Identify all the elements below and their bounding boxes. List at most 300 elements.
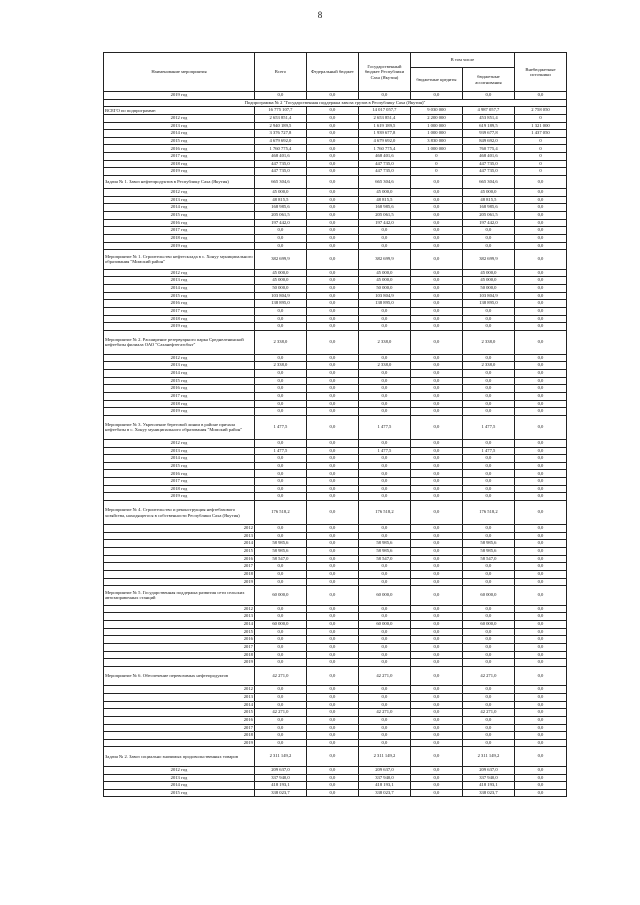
cell-allocations: 48 815,5 [462, 196, 514, 204]
cell-offbudget: 0 [514, 168, 566, 176]
cell-federal: 0,0 [306, 393, 358, 401]
cell-credits: 0,0 [410, 578, 462, 586]
row-year: 2018 год [104, 315, 255, 323]
cell-total: 0,0 [254, 234, 306, 242]
cell-offbudget: 1 321 000 [514, 122, 566, 130]
cell-offbudget: 0,0 [514, 532, 566, 540]
cell-offbudget: 0,0 [514, 547, 566, 555]
cell-total: 0,0 [254, 563, 306, 571]
cell-credits: 0,0 [410, 250, 462, 270]
cell-credits: 0,0 [410, 196, 462, 204]
cell-allocations: 4 987 057,7 [462, 107, 514, 115]
row-year: 2018 [104, 732, 255, 740]
cell-total: 0,0 [254, 732, 306, 740]
row-year: 2019 год [104, 168, 255, 176]
table-row [104, 605, 567, 613]
cell-state: 0,0 [358, 716, 410, 724]
cell-offbudget: 0,0 [514, 330, 566, 354]
cell-offbudget: 0,0 [514, 269, 566, 277]
cell-allocations: 0,0 [462, 393, 514, 401]
cell-offbudget: 0,0 [514, 234, 566, 242]
cell-allocations: 0,0 [462, 578, 514, 586]
cell-federal: 0,0 [306, 766, 358, 774]
cell-offbudget: 0,0 [514, 782, 566, 790]
cell-total: 0,0 [254, 724, 306, 732]
cell-total: 0,0 [254, 385, 306, 393]
cell-total: 0,0 [254, 739, 306, 747]
row-year: 2019 год [104, 408, 255, 416]
row-year: 2016 год [104, 385, 255, 393]
cell-state: 0,0 [358, 659, 410, 667]
cell-state: 0,0 [358, 732, 410, 740]
cell-offbudget: 0,0 [514, 501, 566, 525]
cell-state: 0,0 [358, 400, 410, 408]
cell-state: 42 271,0 [358, 709, 410, 717]
cell-offbudget: 0,0 [514, 686, 566, 694]
cell-federal: 0,0 [306, 455, 358, 463]
cell-federal: 0,0 [306, 724, 358, 732]
table-row [104, 219, 567, 227]
cell-total: 0,0 [254, 716, 306, 724]
cell-allocations: 0,0 [462, 493, 514, 501]
cell-federal: 0,0 [306, 122, 358, 130]
row-year: 2019 год [104, 242, 255, 250]
cell-offbudget: 0,0 [514, 196, 566, 204]
subprogram-title: Подпрограмма № 2 "Государственная поддержка завоза грузов в Республику Саха (Якутия)" [104, 99, 567, 107]
cell-federal: 0,0 [306, 362, 358, 370]
cell-total: 42 271,0 [254, 709, 306, 717]
cell-federal: 0,0 [306, 447, 358, 455]
group-row [104, 176, 567, 189]
cell-offbudget: 0,0 [514, 227, 566, 235]
cell-credits: 0,0 [410, 370, 462, 378]
row-year: 2012 [104, 686, 255, 694]
row-year: 2013 [104, 613, 255, 621]
cell-allocations: 2 311 149,2 [462, 747, 514, 767]
row-year: 2013 год [104, 277, 255, 285]
cell-federal: 0,0 [306, 269, 358, 277]
cell-offbudget: 0,0 [514, 525, 566, 533]
cell-credits: 0,0 [410, 227, 462, 235]
cell-offbudget: 0,0 [514, 659, 566, 667]
cell-offbudget: 0,0 [514, 307, 566, 315]
row-year: 2013 [104, 532, 255, 540]
cell-state: 0,0 [358, 242, 410, 250]
row-year: 2019 [104, 659, 255, 667]
cell-total: 338 023,7 [254, 789, 306, 797]
cell-total: 0,0 [254, 227, 306, 235]
row-year: 2015 [104, 709, 255, 717]
cell-offbudget: 0,0 [514, 578, 566, 586]
cell-total: 665 304,6 [254, 176, 306, 189]
cell-federal: 0,0 [306, 716, 358, 724]
table-row [104, 547, 567, 555]
row-year: 2013 год [104, 122, 255, 130]
header-credits: бюджетные кредиты [410, 68, 462, 92]
cell-offbudget: 0,0 [514, 370, 566, 378]
cell-offbudget: 0,0 [514, 284, 566, 292]
cell-total: 0,0 [254, 400, 306, 408]
cell-credits: 0,0 [410, 613, 462, 621]
cell-state: 0,0 [358, 323, 410, 331]
cell-federal: 0,0 [306, 613, 358, 621]
row-year: 2013 год [104, 362, 255, 370]
cell-allocations: 58 985,6 [462, 547, 514, 555]
cell-credits: 0,0 [410, 234, 462, 242]
cell-offbudget: 0 [514, 153, 566, 161]
table-row [104, 620, 567, 628]
cell-allocations: 0,0 [462, 323, 514, 331]
row-year: 2015 год [104, 377, 255, 385]
cell-federal: 0,0 [306, 242, 358, 250]
cell-federal: 0,0 [306, 659, 358, 667]
cell-offbudget: 0,0 [514, 377, 566, 385]
cell-state: 0,0 [358, 92, 410, 100]
cell-credits: 2 200 000 [410, 114, 462, 122]
cell-credits: 0,0 [410, 666, 462, 686]
cell-allocations: 58 547,0 [462, 555, 514, 563]
table-row [104, 160, 567, 168]
table-row [104, 189, 567, 197]
row-name: Мероприятие № 4. Строительство и реконструкция нефтебазового хозяйства, находящегося в собственности Республики Саха (Якутия) [104, 501, 255, 525]
cell-allocations: 760 775,4 [462, 145, 514, 153]
cell-offbudget: 0,0 [514, 92, 566, 100]
cell-allocations: 0,0 [462, 377, 514, 385]
cell-federal: 0,0 [306, 547, 358, 555]
cell-state: 0,0 [358, 462, 410, 470]
table-row [104, 385, 567, 393]
cell-allocations: 939 677,8 [462, 130, 514, 138]
cell-allocations: 0,0 [462, 724, 514, 732]
cell-offbudget: 0,0 [514, 724, 566, 732]
cell-total: 0,0 [254, 439, 306, 447]
cell-credits: 0,0 [410, 766, 462, 774]
cell-total: 50 000,0 [254, 284, 306, 292]
cell-credits: 0,0 [410, 493, 462, 501]
row-year: 2017 [104, 724, 255, 732]
cell-total: 337 940,0 [254, 774, 306, 782]
cell-federal: 0,0 [306, 525, 358, 533]
cell-allocations: 0,0 [462, 613, 514, 621]
cell-state: 176 518,2 [358, 501, 410, 525]
cell-state: 1 477,5 [358, 447, 410, 455]
cell-allocations: 60 000,0 [462, 586, 514, 606]
cell-credits: 0,0 [410, 455, 462, 463]
cell-credits: 0,0 [410, 789, 462, 797]
table-row [104, 789, 567, 797]
cell-total: 209 637,0 [254, 766, 306, 774]
cell-state: 0,0 [358, 532, 410, 540]
table-row [104, 377, 567, 385]
cell-total: 0,0 [254, 532, 306, 540]
cell-credits: 0,0 [410, 315, 462, 323]
cell-allocations: 1 477,5 [462, 415, 514, 439]
cell-credits: 0,0 [410, 385, 462, 393]
cell-credits: 0,0 [410, 408, 462, 416]
row-year: 2014 год [104, 370, 255, 378]
cell-federal: 0,0 [306, 666, 358, 686]
cell-offbudget: 0,0 [514, 242, 566, 250]
cell-federal: 0,0 [306, 153, 358, 161]
table-row [104, 393, 567, 401]
cell-total: 0,0 [254, 493, 306, 501]
cell-state: 337 940,0 [358, 774, 410, 782]
cell-allocations: 447 735,0 [462, 160, 514, 168]
cell-offbudget: 0,0 [514, 219, 566, 227]
cell-allocations: 0,0 [462, 92, 514, 100]
cell-federal: 0,0 [306, 385, 358, 393]
row-name: Мероприятие № 3. Укрепление береговой линии в районе причала нефтебазы в с. Хонуу муниципального образования "Момский район" [104, 415, 255, 439]
cell-credits: 0,0 [410, 547, 462, 555]
table-row [104, 716, 567, 724]
row-year: 2014 год [104, 284, 255, 292]
cell-federal: 0,0 [306, 651, 358, 659]
row-year: 2016 [104, 555, 255, 563]
table-row [104, 739, 567, 747]
row-year: 2014 год [104, 455, 255, 463]
cell-allocations: 0,0 [462, 470, 514, 478]
cell-total: 48 815,5 [254, 196, 306, 204]
cell-federal: 0,0 [306, 189, 358, 197]
table-row [104, 300, 567, 308]
cell-total: 0,0 [254, 659, 306, 667]
cell-offbudget: 0,0 [514, 204, 566, 212]
table-row [104, 570, 567, 578]
row-year: 2015 [104, 628, 255, 636]
cell-state: 0,0 [358, 643, 410, 651]
table-row [104, 659, 567, 667]
cell-allocations: 176 518,2 [462, 501, 514, 525]
cell-credits: 0,0 [410, 643, 462, 651]
table-row [104, 439, 567, 447]
row-year: 2017 год [104, 227, 255, 235]
cell-allocations: 0,0 [462, 739, 514, 747]
table-row [104, 628, 567, 636]
cell-federal: 0,0 [306, 160, 358, 168]
cell-federal: 0,0 [306, 415, 358, 439]
table-row [104, 701, 567, 709]
cell-credits: 0,0 [410, 732, 462, 740]
cell-credits: 0,0 [410, 686, 462, 694]
cell-total: 2 311 149,2 [254, 747, 306, 767]
row-year: 2019 год [104, 92, 255, 100]
cell-total: 0,0 [254, 578, 306, 586]
row-name: Задача № 2. Завоз социально значимых продовольственных товаров [104, 747, 255, 767]
cell-credits: 0,0 [410, 219, 462, 227]
row-year: 2015 год [104, 137, 255, 145]
cell-credits: 0,0 [410, 176, 462, 189]
cell-offbudget: 1 437 050 [514, 130, 566, 138]
cell-offbudget: 0,0 [514, 400, 566, 408]
cell-federal: 0,0 [306, 578, 358, 586]
cell-allocations: 197 442,0 [462, 219, 514, 227]
row-year: 2012 год [104, 439, 255, 447]
cell-total: 45 000,0 [254, 189, 306, 197]
cell-total: 1 477,5 [254, 447, 306, 455]
cell-state: 0,0 [358, 485, 410, 493]
cell-offbudget: 0,0 [514, 701, 566, 709]
cell-federal: 0,0 [306, 555, 358, 563]
cell-federal: 0,0 [306, 693, 358, 701]
cell-credits: 0,0 [410, 620, 462, 628]
cell-offbudget: 0,0 [514, 716, 566, 724]
table-row [104, 354, 567, 362]
table-row [104, 408, 567, 416]
row-year: 2014 [104, 701, 255, 709]
table-row [104, 724, 567, 732]
cell-state: 418 193,1 [358, 782, 410, 790]
cell-credits: 0,0 [410, 739, 462, 747]
row-year: 2016 [104, 636, 255, 644]
cell-allocations: 103 804,9 [462, 292, 514, 300]
row-year: 2015 год [104, 292, 255, 300]
row-year: 2014 год [104, 782, 255, 790]
cell-state: 1 619 189,5 [358, 122, 410, 130]
cell-federal: 0,0 [306, 307, 358, 315]
table-row [104, 651, 567, 659]
cell-federal: 0,0 [306, 137, 358, 145]
row-year: 2014 [104, 620, 255, 628]
cell-offbudget: 0,0 [514, 570, 566, 578]
cell-federal: 0,0 [306, 250, 358, 270]
table-row [104, 613, 567, 621]
cell-offbudget: 0,0 [514, 277, 566, 285]
group-row [104, 666, 567, 686]
row-year: 2019 [104, 739, 255, 747]
cell-state: 0,0 [358, 470, 410, 478]
cell-state: 0,0 [358, 578, 410, 586]
cell-offbudget: 0,0 [514, 555, 566, 563]
cell-federal: 0,0 [306, 315, 358, 323]
cell-offbudget: 0,0 [514, 636, 566, 644]
cell-credits: 0,0 [410, 415, 462, 439]
cell-state: 0,0 [358, 370, 410, 378]
cell-state: 168 985,6 [358, 204, 410, 212]
cell-credits: 0,0 [410, 605, 462, 613]
cell-allocations: 138 895,0 [462, 300, 514, 308]
cell-credits: 0,0 [410, 555, 462, 563]
cell-state: 0,0 [358, 628, 410, 636]
cell-total: 2 338,0 [254, 330, 306, 354]
row-year: 2013 год [104, 196, 255, 204]
cell-total: 0,0 [254, 686, 306, 694]
row-year: 2015 год [104, 462, 255, 470]
cell-credits: 0,0 [410, 709, 462, 717]
cell-state: 382 699,9 [358, 250, 410, 270]
group-row [104, 250, 567, 270]
cell-total: 418 193,1 [254, 782, 306, 790]
cell-offbudget: 0,0 [514, 362, 566, 370]
header-total: Всего [254, 53, 306, 92]
cell-allocations: 0,0 [462, 455, 514, 463]
cell-offbudget: 0 [514, 114, 566, 122]
row-year: 2014 [104, 540, 255, 548]
cell-federal: 0,0 [306, 470, 358, 478]
cell-total: 168 985,6 [254, 204, 306, 212]
cell-total: 0,0 [254, 628, 306, 636]
cell-credits: 0,0 [410, 651, 462, 659]
cell-offbudget: 0,0 [514, 447, 566, 455]
cell-total: 0,0 [254, 701, 306, 709]
row-year: 2016 [104, 716, 255, 724]
cell-total: 1 477,5 [254, 415, 306, 439]
cell-total: 0,0 [254, 242, 306, 250]
cell-federal: 0,0 [306, 234, 358, 242]
cell-state: 0,0 [358, 739, 410, 747]
cell-federal: 0,0 [306, 540, 358, 548]
cell-allocations: 42 271,0 [462, 666, 514, 686]
row-year: 2012 [104, 525, 255, 533]
table-row [104, 493, 567, 501]
cell-allocations: 60 000,0 [462, 620, 514, 628]
cell-total: 0,0 [254, 525, 306, 533]
cell-allocations: 0,0 [462, 234, 514, 242]
cell-total: 45 000,0 [254, 269, 306, 277]
cell-credits: 3 830 000 [410, 137, 462, 145]
cell-federal: 0,0 [306, 532, 358, 540]
cell-federal: 0,0 [306, 114, 358, 122]
cell-state: 0,0 [358, 439, 410, 447]
cell-state: 0,0 [358, 408, 410, 416]
cell-offbudget: 0 [514, 137, 566, 145]
cell-total: 2 338,0 [254, 362, 306, 370]
cell-allocations: 45 000,0 [462, 269, 514, 277]
cell-allocations: 665 304,6 [462, 176, 514, 189]
cell-credits: 0,0 [410, 211, 462, 219]
header-federal: Федеральный бюджет [306, 53, 358, 92]
row-year: 2016 год [104, 300, 255, 308]
cell-total: 1 760 775,4 [254, 145, 306, 153]
cell-federal: 0,0 [306, 586, 358, 606]
row-name: Мероприятие № 2. Расширение резервуарного парка Среднеленинской нефтебазы филиала ОАО "Саханефтегазсбыт" [104, 330, 255, 354]
cell-offbudget: 0,0 [514, 620, 566, 628]
cell-allocations: 168 985,6 [462, 204, 514, 212]
cell-allocations: 0,0 [462, 408, 514, 416]
cell-total: 0,0 [254, 485, 306, 493]
cell-allocations: 0,0 [462, 686, 514, 694]
cell-allocations: 1 477,5 [462, 447, 514, 455]
cell-allocations: 0,0 [462, 659, 514, 667]
cell-federal: 0,0 [306, 501, 358, 525]
cell-total: 4 679 692,0 [254, 137, 306, 145]
cell-credits: 0,0 [410, 563, 462, 571]
cell-credits: 0,0 [410, 636, 462, 644]
cell-state: 0,0 [358, 354, 410, 362]
row-year: 2017 [104, 563, 255, 571]
row-name: ВСЕГО по подпрограмме: [104, 107, 255, 115]
cell-state: 45 000,0 [358, 277, 410, 285]
cell-state: 468 401,6 [358, 153, 410, 161]
cell-credits: 0,0 [410, 307, 462, 315]
cell-offbudget: 0,0 [514, 354, 566, 362]
cell-credits: 0,0 [410, 501, 462, 525]
row-year: 2018 год [104, 485, 255, 493]
cell-credits: 0,0 [410, 204, 462, 212]
cell-allocations: 0,0 [462, 478, 514, 486]
cell-state: 0,0 [358, 385, 410, 393]
table-row [104, 362, 567, 370]
row-name: Мероприятие № 1. Строительство нефтесклада в с. Хонуу муниципального образования "Момский район" [104, 250, 255, 270]
cell-allocations: 337 940,0 [462, 774, 514, 782]
table-row [104, 145, 567, 153]
table-row [104, 693, 567, 701]
row-year: 2018 год [104, 234, 255, 242]
cell-state: 1 939 677,8 [358, 130, 410, 138]
table-row [104, 774, 567, 782]
row-year: 2015 год [104, 789, 255, 797]
cell-federal: 0,0 [306, 284, 358, 292]
group-row [104, 107, 567, 115]
